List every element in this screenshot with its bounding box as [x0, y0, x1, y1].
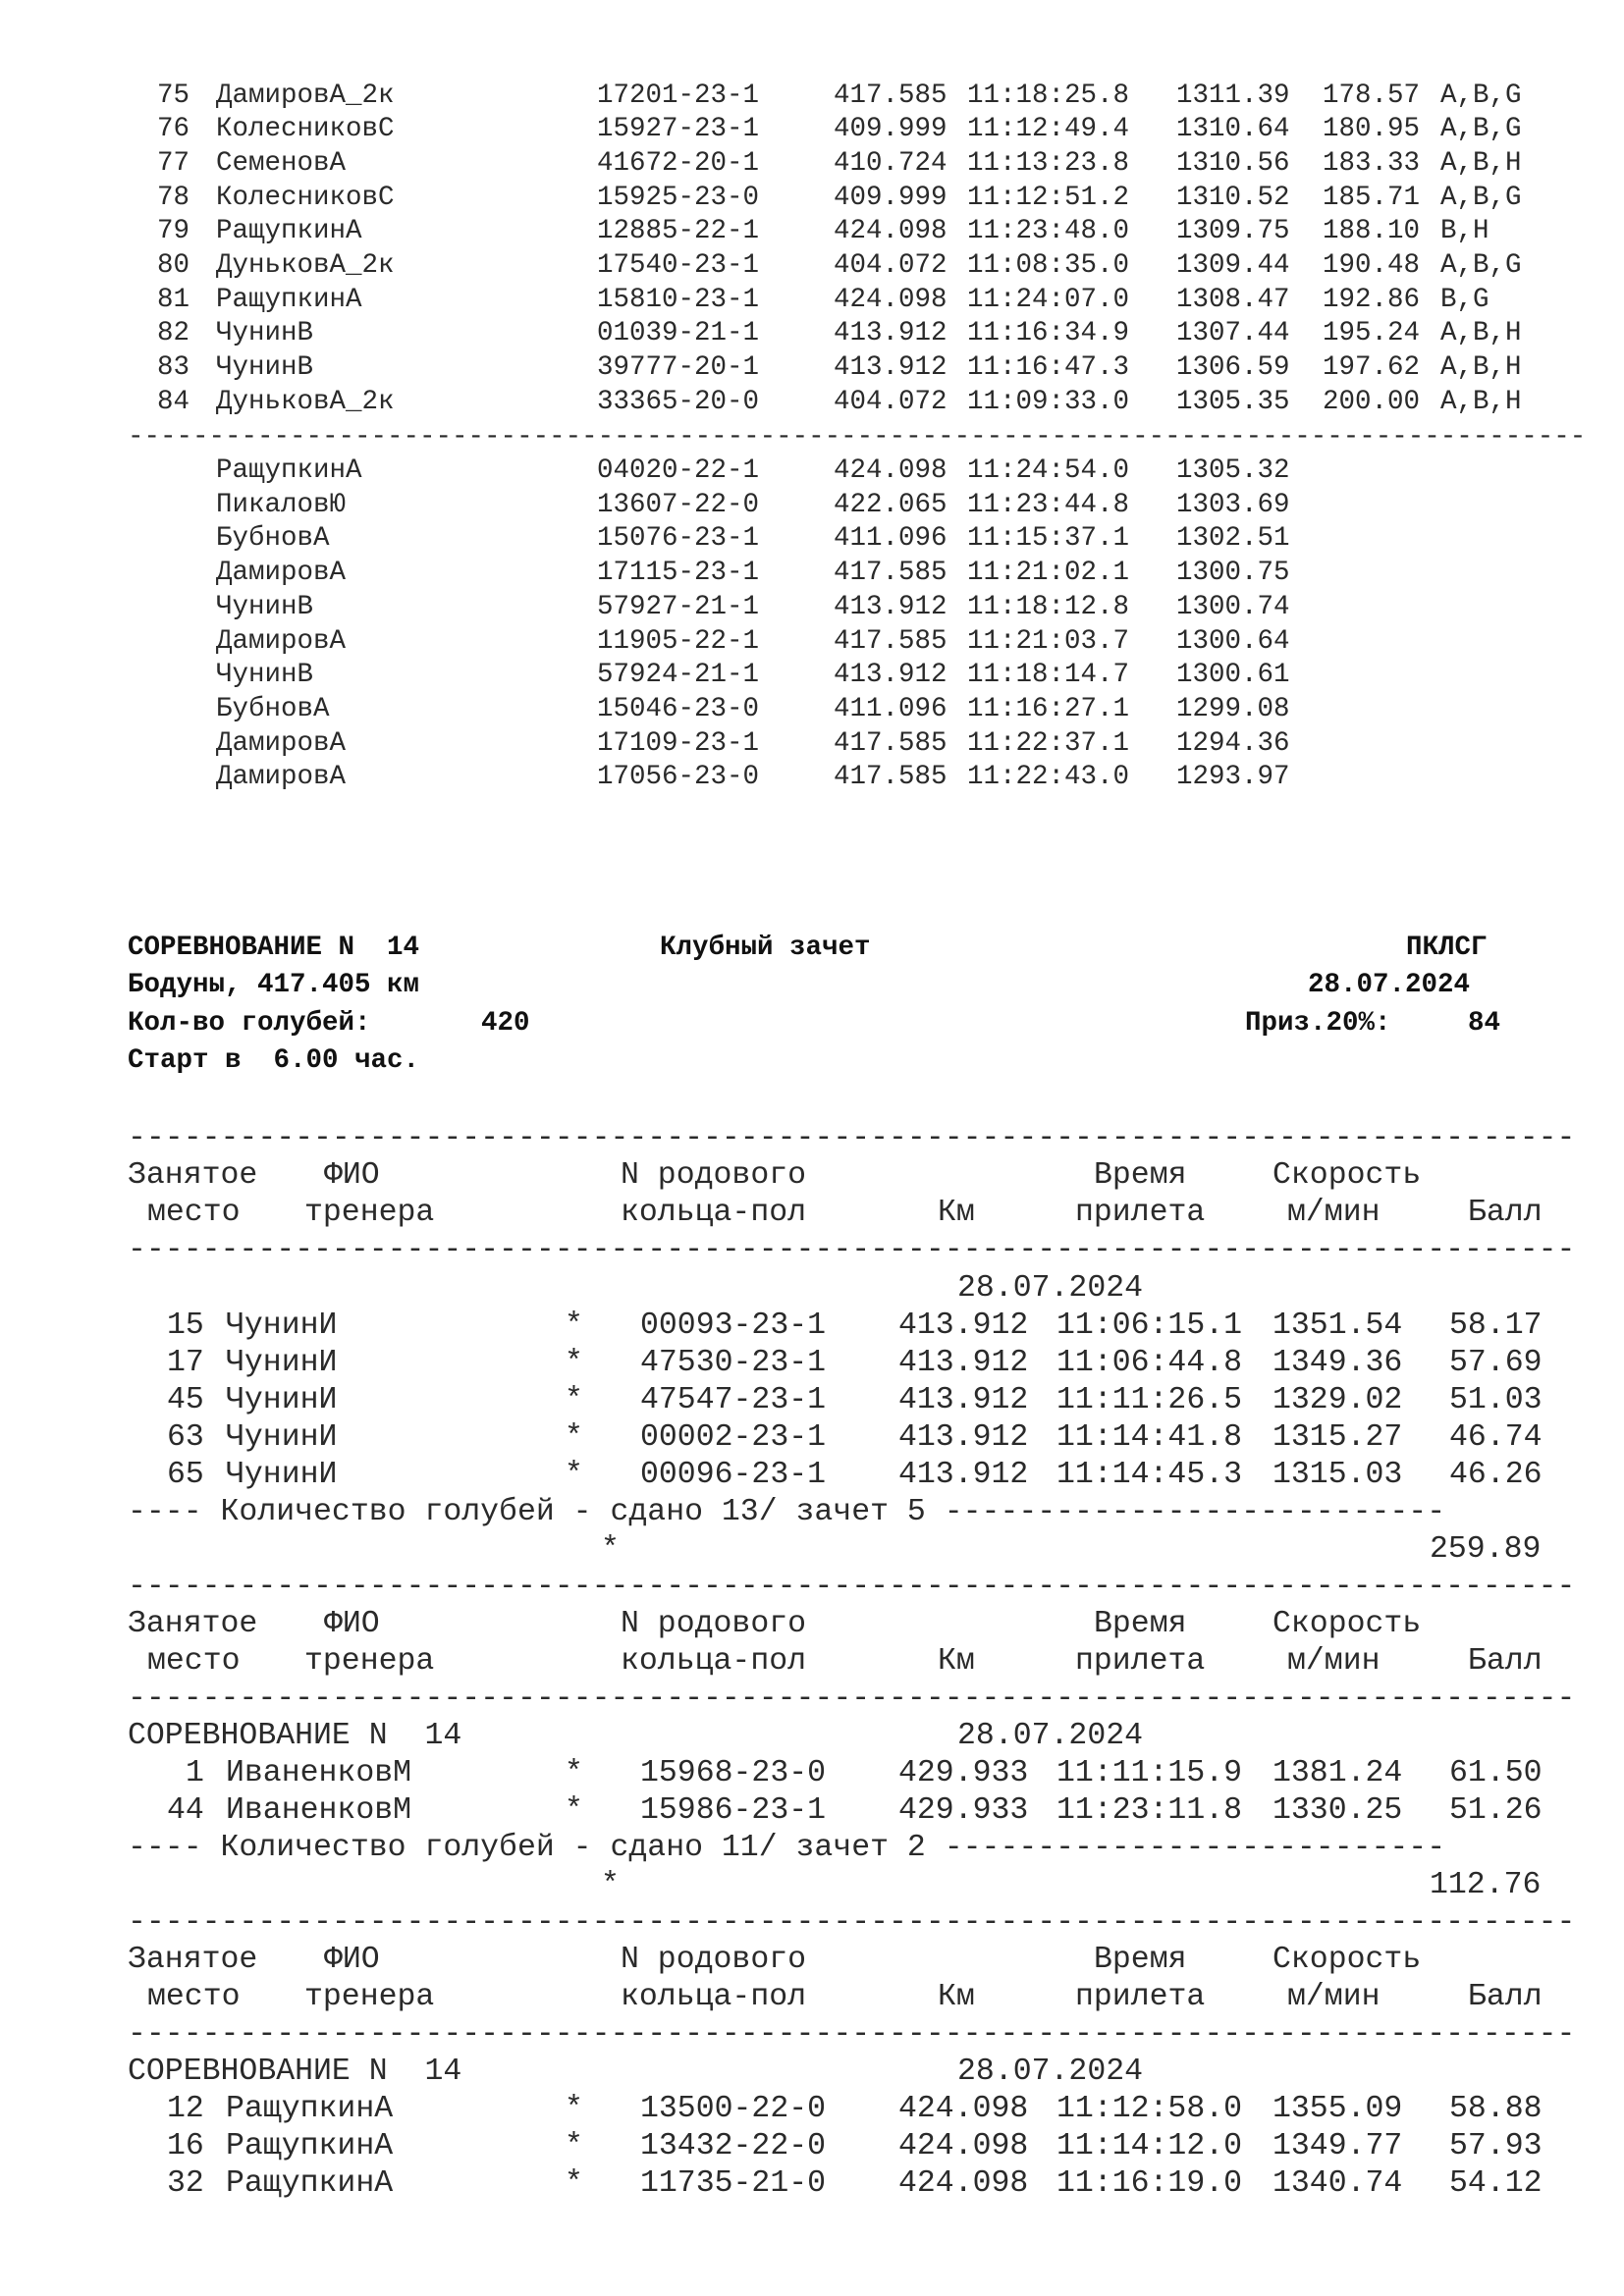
score: 61.50	[1449, 1756, 1543, 1790]
speed: 1349.36	[1272, 1346, 1403, 1380]
group-summary: ---- Количество голубей - сдано 11/ зачет 2 ---------------------------	[128, 1831, 1446, 1865]
km: 417.585	[834, 762, 947, 792]
groups: A,B,G	[1440, 183, 1522, 213]
speed: 1315.27	[1272, 1420, 1403, 1455]
km: 424.098	[898, 2129, 1029, 2163]
name: РащупкинА	[226, 2092, 394, 2126]
time: 11:08:35.0	[967, 250, 1130, 281]
time: 11:21:03.7	[967, 626, 1130, 657]
score: 51.26	[1449, 1793, 1543, 1828]
col-time-line2: прилета	[1075, 1644, 1206, 1679]
col-speed-line1: Скорость	[1272, 1607, 1422, 1641]
col-speed-line2: м/мин	[1287, 1644, 1380, 1679]
group-date: 28.07.2024	[957, 1271, 1144, 1306]
col-time-line2: прилета	[1075, 1196, 1206, 1230]
separator-line: ------------------------------------------------------------------------------------------	[128, 422, 1587, 453]
name: БубновА	[216, 523, 330, 554]
col-time-line1: Время	[1094, 1158, 1187, 1193]
name: ЧунинВ	[216, 318, 314, 348]
name: ЧунинИ	[226, 1420, 338, 1455]
place: 84	[157, 387, 190, 417]
place: 16	[167, 2129, 204, 2163]
km: 413.912	[898, 1308, 1029, 1343]
name: ИваненковМ	[226, 1793, 412, 1828]
km: 413.912	[898, 1383, 1029, 1417]
coef: 178.57	[1323, 80, 1421, 111]
groups: A,B,G	[1440, 114, 1522, 144]
prize-label: Приз.20%:	[1245, 1008, 1391, 1039]
speed: 1305.35	[1176, 387, 1290, 417]
name: ДамировА	[216, 762, 347, 792]
groups: B,H	[1440, 216, 1489, 246]
name: РащупкинА	[216, 455, 362, 486]
score: 46.26	[1449, 1458, 1543, 1492]
score: 57.69	[1449, 1346, 1543, 1380]
time: 11:16:34.9	[967, 318, 1130, 348]
place: 15	[167, 1308, 204, 1343]
name: ДуньковА_2к	[216, 250, 395, 281]
speed: 1300.64	[1176, 626, 1290, 657]
score: 46.74	[1449, 1420, 1543, 1455]
coef: 188.10	[1323, 216, 1421, 246]
col-name-line1: ФИО	[324, 1943, 380, 1977]
time: 11:14:45.3	[1056, 1458, 1243, 1492]
name: ЧунинВ	[216, 352, 314, 383]
ring: 15986-23-1	[640, 1793, 827, 1828]
score: 51.03	[1449, 1383, 1543, 1417]
col-name-line1: ФИО	[324, 1607, 380, 1641]
name: ЧунинВ	[216, 592, 314, 622]
place: 17	[167, 1346, 204, 1380]
col-ring-line1: N родового	[621, 1158, 807, 1193]
km: 424.098	[834, 455, 947, 486]
ring: 15925-23-0	[597, 183, 760, 213]
time: 11:23:44.8	[967, 490, 1130, 520]
col-place-line1: Занятое	[128, 1943, 258, 1977]
name: ИваненковМ	[226, 1756, 412, 1790]
km: 413.912	[898, 1346, 1029, 1380]
place: 83	[157, 352, 190, 383]
name: КолесниковС	[216, 183, 395, 213]
coef: 185.71	[1323, 183, 1421, 213]
col-place-line2: место	[147, 1980, 241, 2014]
time: 11:18:25.8	[967, 80, 1130, 111]
col-time-line2: прилета	[1075, 1980, 1206, 2014]
col-speed-line2: м/мин	[1287, 1980, 1380, 2014]
time: 11:18:12.8	[967, 592, 1130, 622]
coef: 192.86	[1323, 285, 1421, 315]
score: 54.12	[1449, 2166, 1543, 2201]
mark: *	[565, 2166, 583, 2201]
time: 11:09:33.0	[967, 387, 1130, 417]
ring: 47547-23-1	[640, 1383, 827, 1417]
col-name-line1: ФИО	[324, 1158, 380, 1193]
ring: 47530-23-1	[640, 1346, 827, 1380]
km: 429.933	[898, 1756, 1029, 1790]
time: 11:16:19.0	[1056, 2166, 1243, 2201]
time: 11:12:58.0	[1056, 2092, 1243, 2126]
groups: B,G	[1440, 285, 1489, 315]
km: 413.912	[898, 1458, 1029, 1492]
total-mark: *	[601, 1532, 620, 1567]
name: ЧунинВ	[216, 660, 314, 690]
col-ring-line1: N родового	[621, 1607, 807, 1641]
time: 11:06:44.8	[1056, 1346, 1243, 1380]
place: 1	[186, 1756, 204, 1790]
col-ring-line2: кольца-пол	[621, 1980, 807, 2014]
time: 11:11:26.5	[1056, 1383, 1243, 1417]
place: 78	[157, 183, 190, 213]
speed: 1309.44	[1176, 250, 1290, 281]
col-score: Балл	[1468, 1980, 1543, 2014]
mark: *	[565, 2129, 583, 2163]
rule-line: ------------------------------------------------------------------------------	[128, 1905, 1576, 1940]
rule-line: ------------------------------------------------------------------------------	[128, 2017, 1576, 2052]
name: ДамировА	[216, 728, 347, 759]
ring: 33365-20-0	[597, 387, 760, 417]
ring: 15076-23-1	[597, 523, 760, 554]
km: 413.912	[834, 352, 947, 383]
ring: 17201-23-1	[597, 80, 760, 111]
col-speed-line1: Скорость	[1272, 1158, 1422, 1193]
name: РащупкинА	[216, 285, 362, 315]
pigeons-count: 420	[481, 1008, 530, 1039]
ring: 15810-23-1	[597, 285, 760, 315]
organization: ПКЛСГ	[1406, 933, 1488, 963]
pigeons-label: Кол-во голубей:	[128, 1008, 371, 1039]
competition-subtitle: Клубный зачет	[660, 933, 871, 963]
col-name-line2: тренера	[304, 1196, 435, 1230]
ring: 57927-21-1	[597, 592, 760, 622]
speed: 1315.03	[1272, 1458, 1403, 1492]
place: 79	[157, 216, 190, 246]
ring: 17115-23-1	[597, 558, 760, 588]
time: 11:14:41.8	[1056, 1420, 1243, 1455]
speed: 1300.74	[1176, 592, 1290, 622]
time: 11:24:54.0	[967, 455, 1130, 486]
place: 76	[157, 114, 190, 144]
place: 82	[157, 318, 190, 348]
speed: 1303.69	[1176, 490, 1290, 520]
place: 12	[167, 2092, 204, 2126]
speed: 1381.24	[1272, 1756, 1403, 1790]
report-date: 28.07.2024	[1308, 970, 1471, 1000]
km: 424.098	[834, 285, 947, 315]
groups: A,B,H	[1440, 352, 1522, 383]
km: 429.933	[898, 1793, 1029, 1828]
ring: 11735-21-0	[640, 2166, 827, 2201]
km: 424.098	[898, 2092, 1029, 2126]
col-km: Км	[938, 1980, 975, 2014]
place: 44	[167, 1793, 204, 1828]
time: 11:22:43.0	[967, 762, 1130, 792]
time: 11:23:48.0	[967, 216, 1130, 246]
place: 80	[157, 250, 190, 281]
km: 404.072	[834, 250, 947, 281]
km: 424.098	[898, 2166, 1029, 2201]
col-score: Балл	[1468, 1644, 1543, 1679]
ring: 04020-22-1	[597, 455, 760, 486]
speed: 1329.02	[1272, 1383, 1403, 1417]
place: 65	[167, 1458, 204, 1492]
speed: 1300.61	[1176, 660, 1290, 690]
col-ring-line2: кольца-пол	[621, 1644, 807, 1679]
ring: 41672-20-1	[597, 148, 760, 179]
groups: A,B,H	[1440, 318, 1522, 348]
col-time-line1: Время	[1094, 1607, 1187, 1641]
km: 411.096	[834, 694, 947, 724]
time: 11:11:15.9	[1056, 1756, 1243, 1790]
total-mark: *	[601, 1868, 620, 1902]
ring: 15927-23-1	[597, 114, 760, 144]
speed: 1351.54	[1272, 1308, 1403, 1343]
time: 11:15:37.1	[967, 523, 1130, 554]
ring: 17056-23-0	[597, 762, 760, 792]
time: 11:13:23.8	[967, 148, 1130, 179]
ring: 12885-22-1	[597, 216, 760, 246]
speed: 1300.75	[1176, 558, 1290, 588]
ring: 00096-23-1	[640, 1458, 827, 1492]
name: РащупкинА	[226, 2166, 394, 2201]
ring: 11905-22-1	[597, 626, 760, 657]
name: ДамировА	[216, 558, 347, 588]
time: 11:06:15.1	[1056, 1308, 1243, 1343]
speed: 1293.97	[1176, 762, 1290, 792]
km: 409.999	[834, 114, 947, 144]
place: 75	[157, 80, 190, 111]
groups: A,B,H	[1440, 387, 1522, 417]
mark: *	[565, 1793, 583, 1828]
col-name-line2: тренера	[304, 1644, 435, 1679]
km: 413.912	[834, 592, 947, 622]
coef: 200.00	[1323, 387, 1421, 417]
group-date: 28.07.2024	[957, 1719, 1144, 1753]
time: 11:23:11.8	[1056, 1793, 1243, 1828]
group-label: СОРЕВНОВАНИЕ N 14	[128, 2055, 462, 2089]
ring: 15968-23-0	[640, 1756, 827, 1790]
km: 413.912	[898, 1420, 1029, 1455]
start-time: Старт в 6.00 час.	[128, 1045, 420, 1076]
place: 32	[167, 2166, 204, 2201]
ring: 39777-20-1	[597, 352, 760, 383]
speed: 1308.47	[1176, 285, 1290, 315]
coef: 180.95	[1323, 114, 1421, 144]
speed: 1355.09	[1272, 2092, 1403, 2126]
name: СеменовА	[216, 148, 347, 179]
place: 77	[157, 148, 190, 179]
ring: 13432-22-0	[640, 2129, 827, 2163]
km: 417.585	[834, 80, 947, 111]
coef: 183.33	[1323, 148, 1421, 179]
group-summary: ---- Количество голубей - сдано 13/ зачет 5 ---------------------------	[128, 1495, 1446, 1529]
name: БубновА	[216, 694, 330, 724]
col-place-line2: место	[147, 1644, 241, 1679]
time: 11:16:27.1	[967, 694, 1130, 724]
time: 11:22:37.1	[967, 728, 1130, 759]
name: ДамировА_2к	[216, 80, 395, 111]
groups: A,B,G	[1440, 250, 1522, 281]
score: 58.88	[1449, 2092, 1543, 2126]
name: ЧунинИ	[226, 1346, 338, 1380]
time: 11:14:12.0	[1056, 2129, 1243, 2163]
time: 11:16:47.3	[967, 352, 1130, 383]
name: ЧунинИ	[226, 1458, 338, 1492]
group-date: 28.07.2024	[957, 2055, 1144, 2089]
mark: *	[565, 2092, 583, 2126]
km: 417.585	[834, 728, 947, 759]
ring: 13607-22-0	[597, 490, 760, 520]
col-speed-line2: м/мин	[1287, 1196, 1380, 1230]
ring: 00093-23-1	[640, 1308, 827, 1343]
location: Бодуны, 417.405 км	[128, 970, 420, 1000]
groups: A,B,H	[1440, 148, 1522, 179]
km: 409.999	[834, 183, 947, 213]
speed: 1302.51	[1176, 523, 1290, 554]
col-place-line1: Занятое	[128, 1158, 258, 1193]
place: 45	[167, 1383, 204, 1417]
ring: 57924-21-1	[597, 660, 760, 690]
km: 410.724	[834, 148, 947, 179]
group-total: 259.89	[1430, 1532, 1542, 1567]
score: 58.17	[1449, 1308, 1543, 1343]
competition-title: СОРЕВНОВАНИЕ N 14	[128, 933, 420, 963]
speed: 1305.32	[1176, 455, 1290, 486]
col-score: Балл	[1468, 1196, 1543, 1230]
rule-line: ------------------------------------------------------------------------------	[128, 1233, 1576, 1267]
ring: 17109-23-1	[597, 728, 760, 759]
name: ЧунинИ	[226, 1383, 338, 1417]
km: 404.072	[834, 387, 947, 417]
speed: 1307.44	[1176, 318, 1290, 348]
time: 11:12:49.4	[967, 114, 1130, 144]
prize-count: 84	[1468, 1008, 1501, 1039]
mark: *	[565, 1383, 583, 1417]
mark: *	[565, 1308, 583, 1343]
ring: 00002-23-1	[640, 1420, 827, 1455]
time: 11:18:14.7	[967, 660, 1130, 690]
ring: 17540-23-1	[597, 250, 760, 281]
score: 57.93	[1449, 2129, 1543, 2163]
ring: 15046-23-0	[597, 694, 760, 724]
speed: 1294.36	[1176, 728, 1290, 759]
ring: 13500-22-0	[640, 2092, 827, 2126]
place: 63	[167, 1420, 204, 1455]
km: 422.065	[834, 490, 947, 520]
name: ПикаловЮ	[216, 490, 347, 520]
mark: *	[565, 1420, 583, 1455]
group-label: СОРЕВНОВАНИЕ N 14	[128, 1719, 462, 1753]
mark: *	[565, 1756, 583, 1790]
col-ring-line1: N родового	[621, 1943, 807, 1977]
time: 11:24:07.0	[967, 285, 1130, 315]
speed: 1311.39	[1176, 80, 1290, 111]
speed: 1310.52	[1176, 183, 1290, 213]
km: 417.585	[834, 626, 947, 657]
km: 417.585	[834, 558, 947, 588]
name: РащупкинА	[226, 2129, 394, 2163]
col-speed-line1: Скорость	[1272, 1943, 1422, 1977]
speed: 1299.08	[1176, 694, 1290, 724]
group-total: 112.76	[1430, 1868, 1542, 1902]
speed: 1340.74	[1272, 2166, 1403, 2201]
name: КолесниковС	[216, 114, 395, 144]
col-km: Км	[938, 1644, 975, 1679]
col-place-line1: Занятое	[128, 1607, 258, 1641]
col-time-line1: Время	[1094, 1943, 1187, 1977]
groups: A,B,G	[1440, 80, 1522, 111]
time: 11:21:02.1	[967, 558, 1130, 588]
col-km: Км	[938, 1196, 975, 1230]
km: 413.912	[834, 660, 947, 690]
speed: 1310.64	[1176, 114, 1290, 144]
mark: *	[565, 1346, 583, 1380]
km: 411.096	[834, 523, 947, 554]
coef: 190.48	[1323, 250, 1421, 281]
ring: 01039-21-1	[597, 318, 760, 348]
name: ДамировА	[216, 626, 347, 657]
mark: *	[565, 1458, 583, 1492]
km: 413.912	[834, 318, 947, 348]
time: 11:12:51.2	[967, 183, 1130, 213]
name: ДуньковА_2к	[216, 387, 395, 417]
name: ЧунинИ	[226, 1308, 338, 1343]
speed: 1310.56	[1176, 148, 1290, 179]
coef: 197.62	[1323, 352, 1421, 383]
name: РащупкинА	[216, 216, 362, 246]
col-name-line2: тренера	[304, 1980, 435, 2014]
rule-line: ------------------------------------------------------------------------------	[128, 1570, 1576, 1604]
coef: 195.24	[1323, 318, 1421, 348]
place: 81	[157, 285, 190, 315]
speed: 1349.77	[1272, 2129, 1403, 2163]
speed: 1309.75	[1176, 216, 1290, 246]
km: 424.098	[834, 216, 947, 246]
speed: 1306.59	[1176, 352, 1290, 383]
rule-line: ------------------------------------------------------------------------------	[128, 1682, 1576, 1716]
col-ring-line2: кольца-пол	[621, 1196, 807, 1230]
col-place-line2: место	[147, 1196, 241, 1230]
speed: 1330.25	[1272, 1793, 1403, 1828]
rule-line: ------------------------------------------------------------------------------	[128, 1121, 1576, 1155]
